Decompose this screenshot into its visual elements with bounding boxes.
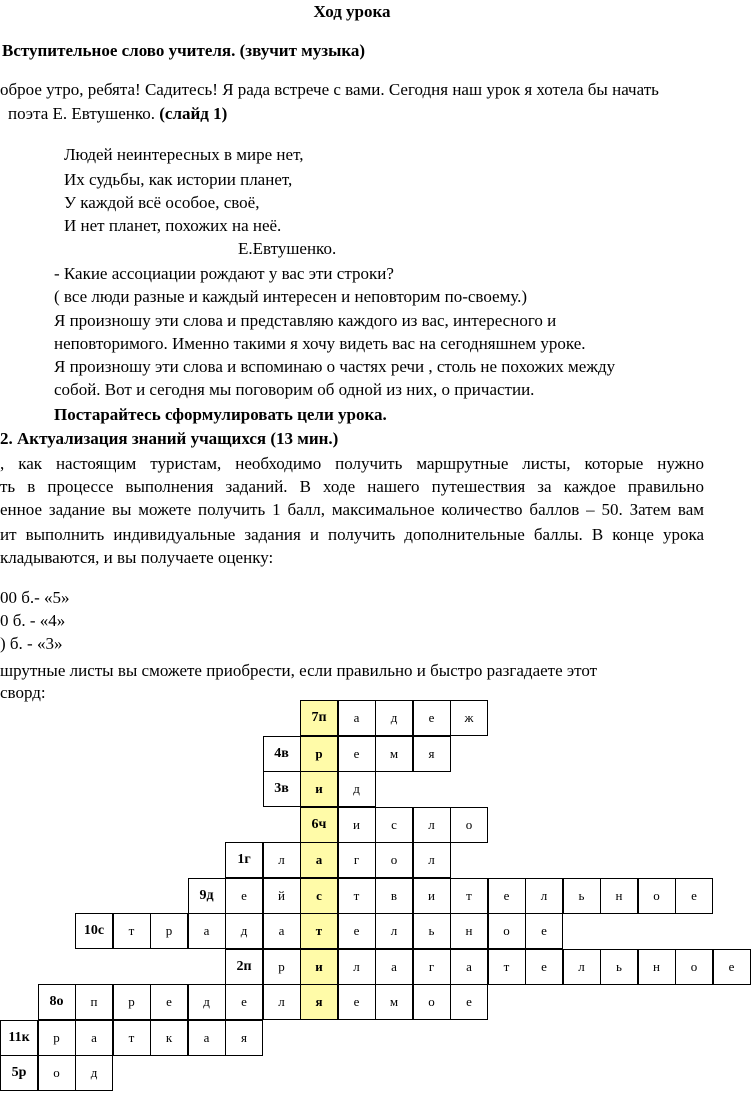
crossword-cell: м: [375, 736, 413, 772]
crossword-cell: д: [225, 913, 263, 949]
paragraph-line: Я произношу эти слова и вспоминаю о частях речи , столь не похожих между: [54, 357, 616, 376]
crossword-cell: в: [375, 878, 413, 914]
crossword-cell: л: [563, 949, 601, 985]
crossword-cell: г: [338, 842, 376, 878]
crossword-cell: д: [188, 984, 226, 1020]
crossword-cell: л: [413, 842, 451, 878]
body-line: енное задание вы можете получить 1 балл, максимальное количество баллов – 50. Затем вам: [0, 500, 704, 519]
poem-line: Людей неинтересных в мире нет,: [64, 145, 304, 164]
crossword-cell: я: [413, 736, 451, 772]
crossword-cell: ь: [600, 949, 638, 985]
paragraph-line: - Какие ассоциации рождают у вас эти строки?: [54, 264, 394, 283]
crossword-cell: о: [38, 1055, 76, 1091]
crossword-number-cell: 11к: [0, 1020, 38, 1056]
paragraph-line: ( все люди разные и каждый интересен и неповторим по-своему.): [54, 287, 528, 306]
crossword-cell: е: [338, 984, 376, 1020]
poem-line: И нет планет, похожих на неё.: [64, 216, 282, 235]
crossword-cell: л: [525, 878, 563, 914]
crossword-cell: о: [638, 878, 676, 914]
body-line: кладываются, и вы получаете оценку:: [0, 548, 274, 567]
crossword-cell: а: [188, 1020, 226, 1056]
crossword-cell: е: [713, 949, 751, 985]
crossword-cell: к: [150, 1020, 188, 1056]
crossword-cell: е: [338, 736, 376, 772]
crossword-cell: р: [150, 913, 188, 949]
intro-line-1: оброе утро, ребята! Садитесь! Я рада встрече с вами. Сегодня наш урок я хотела бы начать: [0, 80, 659, 99]
crossword-cell: е: [450, 984, 488, 1020]
crossword-cell: т: [300, 913, 338, 949]
crossword-cell: а: [188, 913, 226, 949]
body-line: , как настоящим туристам, необходимо получить маршрутные листы, которые нужно: [0, 454, 704, 473]
paragraph-line: Я произношу эти слова и представляю каждого из вас, интересного и: [54, 311, 557, 330]
crossword-number-cell: 6ч: [300, 807, 338, 843]
grade-line: 0 б. - «4»: [0, 611, 66, 630]
crossword-cell: л: [413, 807, 451, 843]
crossword-cell: д: [338, 771, 376, 807]
crossword-number-cell: 10с: [75, 913, 113, 949]
section-heading-2: 2. Актуализация знаний учащихся (13 мин.): [0, 429, 339, 448]
crossword-number-cell: 9д: [188, 878, 226, 914]
crossword-cell: г: [413, 949, 451, 985]
crossword-cell: р: [300, 736, 338, 772]
crossword-cell: е: [338, 913, 376, 949]
crossword-cell: и: [300, 771, 338, 807]
crossword-cell: а: [75, 1020, 113, 1056]
crossword-cell: о: [375, 842, 413, 878]
crossword-cell: р: [113, 984, 151, 1020]
crossword-cell: е: [525, 913, 563, 949]
crossword-number-cell: 3в: [263, 771, 301, 807]
poem-line: У каждой всё особое, своё,: [64, 193, 260, 212]
crossword-cell: л: [338, 949, 376, 985]
section-heading-1: Вступительное слово учителя. (звучит музыка): [2, 41, 366, 60]
crossword-cell: д: [75, 1055, 113, 1091]
crossword-intro-line: сворд:: [0, 683, 46, 702]
crossword-number-cell: 8о: [38, 984, 76, 1020]
crossword-intro-line: шрутные листы вы сможете приобрести, если правильно и быстро разгадаете этот: [0, 661, 598, 680]
crossword-cell: р: [263, 949, 301, 985]
crossword-cell: м: [375, 984, 413, 1020]
grade-line: 00 б.- «5»: [0, 588, 70, 607]
crossword-cell: е: [413, 700, 451, 736]
crossword-cell: т: [450, 878, 488, 914]
crossword-cell: д: [375, 700, 413, 736]
crossword-cell: е: [150, 984, 188, 1020]
crossword-cell: т: [113, 1020, 151, 1056]
crossword-cell: т: [113, 913, 151, 949]
crossword-cell: е: [488, 878, 526, 914]
crossword-cell: е: [225, 878, 263, 914]
grade-line: ) б. - «3»: [0, 634, 63, 653]
crossword-cell: я: [225, 1020, 263, 1056]
crossword-cell: а: [263, 913, 301, 949]
crossword-cell: р: [38, 1020, 76, 1056]
crossword-cell: а: [450, 949, 488, 985]
crossword-cell: и: [413, 878, 451, 914]
crossword-cell: о: [675, 949, 713, 985]
crossword-cell: л: [263, 984, 301, 1020]
crossword-cell: т: [488, 949, 526, 985]
crossword-cell: е: [675, 878, 713, 914]
crossword-cell: е: [525, 949, 563, 985]
crossword-cell: ж: [450, 700, 488, 736]
crossword-cell: т: [338, 878, 376, 914]
crossword-number-cell: 4в: [263, 736, 301, 772]
crossword-cell: и: [338, 807, 376, 843]
crossword-cell: л: [375, 913, 413, 949]
poem-author: Е.Евтушенко.: [238, 239, 337, 258]
crossword-number-cell: 7п: [300, 700, 338, 736]
crossword-cell: й: [263, 878, 301, 914]
crossword-cell: е: [225, 984, 263, 1020]
crossword-cell: п: [75, 984, 113, 1020]
crossword-cell: ь: [413, 913, 451, 949]
intro-line-2-text: поэта Е. Евтушенко.: [8, 104, 155, 123]
crossword-cell: о: [413, 984, 451, 1020]
crossword-cell: н: [638, 949, 676, 985]
crossword-cell: о: [488, 913, 526, 949]
crossword-cell: н: [600, 878, 638, 914]
crossword-cell: с: [300, 878, 338, 914]
crossword-number-cell: 2п: [225, 949, 263, 985]
page-title: Ход урока: [313, 2, 391, 21]
crossword-cell: ь: [563, 878, 601, 914]
crossword-cell: я: [300, 984, 338, 1020]
goal-line: Постарайтесь сформулировать цели урока.: [54, 405, 387, 424]
paragraph-line: неповторимого. Именно такими я хочу видеть вас на сегодняшнем уроке.: [54, 334, 586, 353]
crossword-number-cell: 1г: [225, 842, 263, 878]
crossword-cell: и: [300, 949, 338, 985]
crossword-cell: н: [450, 913, 488, 949]
paragraph-line: собой. Вот и сегодня мы поговорим об одной из них, о причастии.: [54, 380, 535, 399]
body-line: ть в процессе выполнения заданий. В ходе нашего путешествия за каждое правильно: [0, 477, 704, 496]
crossword-cell: с: [375, 807, 413, 843]
poem-line: Их судьбы, как истории планет,: [64, 170, 293, 189]
crossword-cell: а: [300, 842, 338, 878]
crossword-number-cell: 5р: [0, 1055, 38, 1091]
slide-ref: (слайд 1): [159, 104, 228, 123]
crossword-cell: о: [450, 807, 488, 843]
crossword-cell: а: [375, 949, 413, 985]
crossword-cell: а: [338, 700, 376, 736]
body-line: ит выполнить индивидуальные задания и получить дополнительные баллы. В конце урока: [0, 525, 704, 544]
crossword-cell: л: [263, 842, 301, 878]
